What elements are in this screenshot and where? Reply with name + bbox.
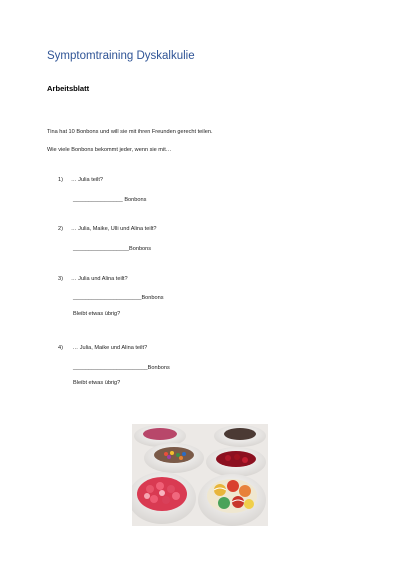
question-2 <box>58 226 157 232</box>
candy-bowls-illustration <box>132 424 268 526</box>
question-number: 3) <box>58 276 63 282</box>
answer-line-4: ________________________Bonbons <box>73 365 170 371</box>
intro-line-1: Tina hat 10 Bonbons und will sie mit ihren Freunden gerecht teilen. <box>47 129 213 135</box>
question-text: … Julia und Alina teilt? <box>71 276 128 282</box>
question-text: … Julia teilt? <box>71 177 104 183</box>
question-3 <box>58 276 128 282</box>
leftover-question-3: Bleibt etwas übrig? <box>73 311 121 317</box>
worksheet-heading: Arbeitsblatt <box>47 84 90 93</box>
document-title: Symptomtraining Dyskalkulie <box>47 50 195 62</box>
question-number: 2) <box>58 226 63 232</box>
answer-line-1: ________________ Bonbons <box>73 197 147 203</box>
question-number: 1) <box>58 177 63 183</box>
question-number: 4) <box>58 345 63 351</box>
question-1 <box>58 177 103 183</box>
question-text: … Julia, Maike, Ulli und Alina teilt? <box>71 226 157 232</box>
candy-bowls-photo <box>132 424 268 526</box>
answer-line-3: ______________________Bonbons <box>73 295 164 301</box>
answer-line-2: __________________Bonbons <box>73 246 152 252</box>
question-4 <box>58 345 147 351</box>
intro-line-2: Wie viele Bonbons bekommt jeder, wenn sie mit… <box>47 147 172 153</box>
question-text: … Julia, Maike und Alina teilt? <box>71 345 148 351</box>
leftover-question-4: Bleibt etwas übrig? <box>73 380 121 386</box>
